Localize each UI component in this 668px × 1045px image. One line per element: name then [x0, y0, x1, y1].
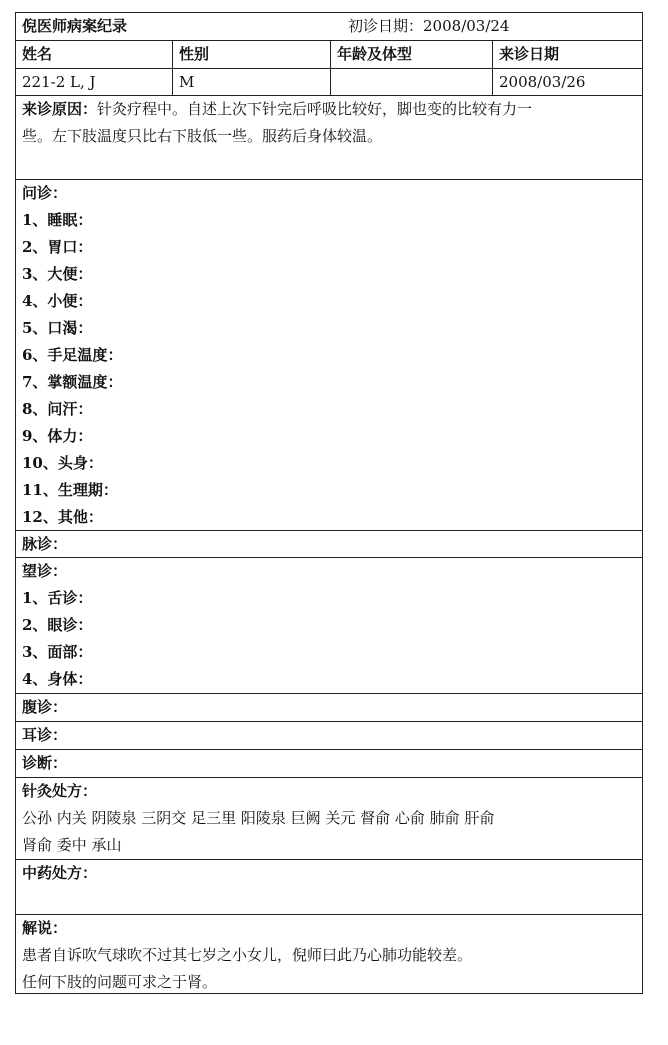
inquiry-label: 问诊：	[22, 184, 68, 202]
record-title: 倪医师病案纪录	[22, 17, 128, 35]
inquiry-item-head-body: 10、头身：	[22, 454, 103, 472]
inspection-item-body: 4、身体：	[22, 670, 93, 688]
first-visit	[344, 13, 642, 40]
col-age-header: 年龄及体型	[330, 41, 492, 68]
patient-sex: M	[172, 69, 330, 95]
col-sex-header: 性别	[172, 41, 330, 68]
inspection-item-tongue: 1、舌诊：	[22, 589, 93, 607]
reason-section	[16, 95, 642, 179]
herbal-label: 中药处方：	[22, 864, 98, 882]
inquiry-item-urine: 4、小便：	[22, 292, 93, 310]
ear-label: 耳诊：	[22, 726, 68, 744]
col-name-header: 姓名	[22, 45, 53, 63]
inquiry-item-other: 12、其他：	[22, 508, 103, 526]
inquiry-item-energy: 9、体力：	[22, 427, 93, 445]
patient-table-values	[16, 68, 642, 95]
inspection-label: 望诊：	[22, 562, 68, 580]
herbal-section	[16, 859, 642, 914]
diagnosis-section	[16, 749, 642, 777]
col-visit-date-header: 来诊日期	[492, 41, 642, 68]
inquiry-item-period: 11、生理期：	[22, 481, 118, 499]
first-visit-label: 初诊日期：	[348, 17, 424, 35]
inquiry-item-sweat: 8、问汗：	[22, 400, 93, 418]
inspection-item-eye: 2、眼诊：	[22, 616, 93, 634]
inquiry-item-sleep: 1、睡眠：	[22, 211, 93, 229]
pulse-section	[16, 530, 642, 557]
inspection-item-face: 3、面部：	[22, 643, 93, 661]
inquiry-item-limb-temp: 6、手足温度：	[22, 346, 123, 364]
inquiry-item-thirst: 5、口渴：	[22, 319, 93, 337]
case-record-sheet	[15, 12, 643, 994]
inquiry-section	[16, 179, 642, 530]
explanation-text-1: 患者自诉吹气球吹不过其七岁之小女儿，倪师曰此乃心肺功能较差。	[22, 946, 473, 964]
explanation-text-2: 任何下肢的问题可求之于肾。	[22, 973, 218, 991]
visit-date: 2008/03/26	[492, 69, 642, 95]
patient-name: 221-2 L, J	[22, 73, 96, 91]
patient-table-header	[16, 40, 642, 68]
acupuncture-label: 针灸处方：	[22, 782, 98, 800]
inquiry-item-palm-temp: 7、掌额温度：	[22, 373, 123, 391]
header-row	[16, 13, 642, 40]
acupuncture-points-1: 公孙 内关 阴陵泉 三阴交 足三里 阳陵泉 巨阙 关元 督俞 心俞 肺俞 肝俞	[22, 809, 495, 827]
first-visit-date: 2008/03/24	[423, 17, 510, 35]
inspection-section	[16, 557, 642, 693]
reason-label: 来诊原因：	[22, 100, 98, 118]
patient-age	[330, 69, 492, 95]
pulse-label: 脉诊：	[22, 535, 68, 553]
explanation-label: 解说：	[22, 919, 68, 937]
abdomen-label: 腹诊：	[22, 698, 68, 716]
explanation-section	[16, 914, 642, 993]
reason-text-1: 针灸疗程中。自述上次下针完后呼吸比较好，脚也变的比较有力一	[97, 100, 533, 118]
abdomen-section	[16, 693, 642, 721]
inquiry-item-appetite: 2、胃口：	[22, 238, 93, 256]
inquiry-item-stool: 3、大便：	[22, 265, 93, 283]
acupuncture-points-2: 肾俞 委中 承山	[22, 836, 122, 854]
diagnosis-label: 诊断：	[22, 754, 68, 772]
reason-text-2: 些。左下肢温度只比右下肢低一些。服药后身体较温。	[22, 127, 383, 145]
ear-section	[16, 721, 642, 749]
acupuncture-section	[16, 777, 642, 859]
